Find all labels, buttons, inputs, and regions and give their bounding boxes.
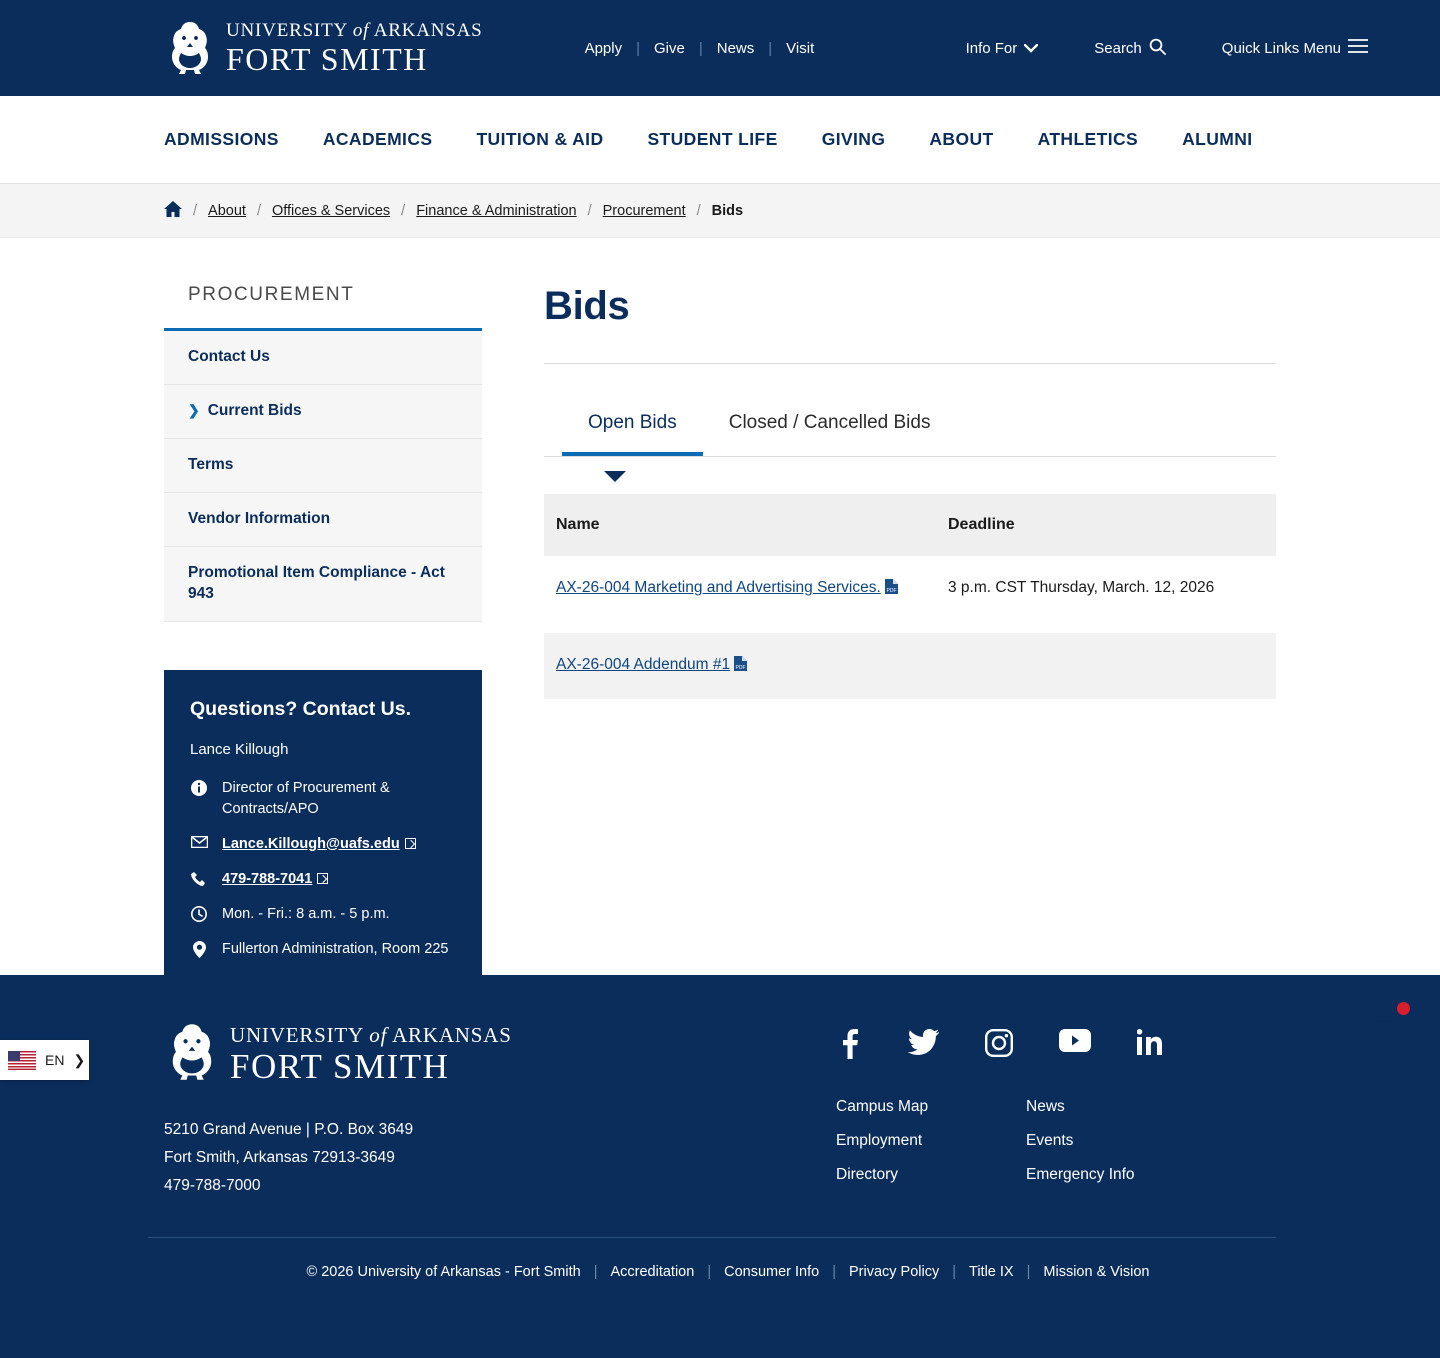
breadcrumb-item-about[interactable]: About — [208, 202, 246, 219]
top-link-divider: | — [636, 39, 640, 57]
info-for-dropdown[interactable] — [938, 40, 1067, 57]
social-links — [824, 1029, 1292, 1064]
footer-address-line-2: Fort Smith, Arkansas 72913-3649 — [164, 1149, 395, 1167]
legal-separator: | — [832, 1263, 836, 1280]
footer-logo-line2: FORT SMITH — [230, 1047, 450, 1086]
top-link-apply[interactable]: Apply — [584, 39, 623, 57]
sidebar-item-label: Vendor Information — [188, 509, 331, 527]
tab-open-bids[interactable]: Open Bids — [562, 394, 703, 456]
legal-link-accreditation[interactable]: Accreditation — [610, 1263, 695, 1280]
contact-row-text: Fullerton Administration, Room 225 — [222, 940, 449, 957]
breadcrumb — [0, 184, 1440, 238]
sidebar-item-label: Promotional Item Compliance - Act 943 — [188, 563, 445, 602]
contact-row-location — [190, 939, 456, 960]
addendum-table — [544, 633, 1276, 698]
footer-link-news[interactable]: News — [1026, 1098, 1065, 1115]
clock-icon — [190, 904, 208, 922]
legal-link-mission-vision[interactable]: Mission & Vision — [1043, 1263, 1150, 1280]
nav-item-athletics[interactable]: ATHLETICS — [1037, 129, 1139, 149]
footer-link-campus-map[interactable]: Campus Map — [836, 1098, 929, 1115]
footer-link-emergency-info[interactable]: Emergency Info — [1026, 1166, 1135, 1183]
breadcrumb-item-offices-services[interactable]: Offices & Services — [271, 202, 391, 219]
breadcrumb-item-bids: Bids — [711, 202, 744, 219]
sidebar-item-current-bids[interactable] — [164, 385, 482, 439]
contact-row-title — [190, 778, 456, 820]
footer-link-events[interactable]: Events — [1026, 1132, 1074, 1149]
top-utilities — [938, 38, 1440, 59]
contact-row-phone — [190, 869, 456, 890]
contact-row-email — [190, 834, 456, 855]
footer-legal — [164, 1238, 1292, 1280]
breadcrumb-separator: / — [401, 202, 406, 219]
breadcrumb-separator: / — [587, 202, 592, 219]
sidebar — [164, 284, 482, 1008]
addendum-name-cell — [544, 633, 1276, 698]
main-navigation — [0, 96, 1440, 184]
copyright-text: © 2026 University of Arkansas - Fort Smith — [306, 1263, 581, 1280]
footer-column-1 — [836, 1098, 1026, 1184]
pdf-icon — [885, 578, 898, 601]
chevron-down-icon — [1024, 40, 1038, 57]
legal-link-title-ix[interactable]: Title IX — [969, 1263, 1014, 1280]
lion-logo-icon — [164, 1021, 220, 1088]
nav-item-academics[interactable]: ACADEMICS — [322, 129, 433, 149]
page-body — [0, 238, 1440, 1008]
logo-wordmark — [226, 21, 483, 75]
footer-address-line-1: 5210 Grand Avenue | P.O. Box 3649 — [164, 1121, 414, 1138]
legal-link-consumer-info[interactable]: Consumer Info — [724, 1263, 820, 1280]
footer-link-columns — [824, 1098, 1292, 1184]
nav-item-tuition-aid[interactable]: TUITION & AID — [476, 129, 604, 149]
bid-name-cell — [544, 556, 936, 621]
top-utility-bar — [0, 0, 1440, 96]
lion-logo-icon — [164, 19, 216, 77]
breadcrumb-separator: / — [696, 202, 701, 219]
contact-row-hours — [190, 904, 456, 925]
footer-left — [164, 1021, 824, 1201]
legal-separator: | — [952, 1263, 957, 1280]
table-expand-row — [544, 457, 1276, 482]
linkedin-icon[interactable] — [1137, 1029, 1163, 1064]
chat-button[interactable] — [1364, 1008, 1404, 1048]
sidebar-item-label: Current Bids — [207, 401, 302, 419]
top-link-divider: | — [698, 39, 703, 57]
svg-text:PDF: PDF — [886, 588, 897, 594]
youtube-icon[interactable] — [1059, 1029, 1091, 1064]
nav-item-about[interactable]: ABOUT — [929, 129, 994, 149]
language-selector[interactable] — [0, 1040, 89, 1080]
pdf-icon — [734, 655, 747, 678]
logo-line2: FORT SMITH — [226, 41, 428, 77]
footer-link-employment[interactable]: Employment — [836, 1132, 923, 1149]
bid-deadline-cell: 3 p.m. CST Thursday, March. 12, 2026 — [948, 579, 1215, 596]
table-row — [544, 556, 1276, 621]
sidebar-item-promotional-item-compliance[interactable] — [164, 547, 482, 622]
table-header-row — [544, 494, 1276, 556]
top-link-give[interactable]: Give — [654, 39, 685, 57]
top-links — [571, 40, 829, 57]
search-icon — [1149, 38, 1166, 59]
sidebar-item-terms[interactable] — [164, 439, 482, 493]
footer-logo-line1-post: ARKANSAS — [387, 1023, 512, 1047]
footer-column-2 — [1026, 1098, 1216, 1184]
footer-wordmark — [230, 1025, 512, 1084]
sidebar-item-contact-us[interactable] — [164, 331, 482, 385]
external-link-icon — [317, 873, 328, 884]
us-flag-icon — [8, 1051, 36, 1070]
logo-line1-post: ARKANSAS — [369, 20, 483, 41]
bids-tabs — [544, 394, 1276, 457]
sidebar-menu — [164, 331, 482, 622]
logo-line1-pre: UNIVERSITY — [226, 20, 353, 41]
footer-logo-of: of — [369, 1023, 388, 1047]
nav-item-alumni[interactable]: ALUMNI — [1182, 129, 1253, 149]
site-footer — [0, 975, 1440, 1358]
sidebar-item-vendor-information[interactable] — [164, 493, 482, 547]
footer-top — [164, 1021, 1292, 1201]
site-logo[interactable] — [164, 19, 483, 77]
footer-address — [164, 1116, 824, 1201]
top-link-divider: | — [768, 39, 773, 57]
quick-links-label: Quick Links Menu — [1221, 39, 1341, 57]
table-row — [544, 633, 1276, 698]
legal-separator: | — [707, 1263, 712, 1280]
contact-email-link[interactable]: Lance.Killough@uafs.edu — [222, 835, 400, 852]
hamburger-icon — [1348, 39, 1368, 57]
external-link-icon — [405, 838, 416, 849]
nav-item-student-life[interactable]: STUDENT LIFE — [647, 129, 778, 149]
page-title: Bids — [544, 284, 630, 328]
contact-row-text: Director of Procurement & Contracts/APO — [222, 779, 390, 817]
twitter-icon[interactable] — [908, 1029, 939, 1064]
chevron-right-icon: ❯ — [73, 1051, 86, 1068]
sidebar-item-label: Contact Us — [188, 348, 270, 365]
footer-phone: 479-788-7000 — [164, 1177, 261, 1195]
column-header-deadline: Deadline — [936, 494, 1276, 556]
home-icon[interactable] — [164, 201, 182, 221]
sidebar-title: PROCUREMENT — [164, 284, 482, 331]
main-content — [482, 284, 1276, 1008]
nav-item-giving[interactable]: GIVING — [821, 129, 886, 149]
envelope-icon — [190, 834, 208, 848]
sidebar-item-label: Terms — [188, 455, 234, 473]
breadcrumb-item-procurement[interactable]: Procurement — [602, 202, 686, 219]
contact-card-heading: Questions? Contact Us. — [190, 697, 412, 720]
search-label: Search — [1094, 39, 1142, 57]
top-link-visit[interactable]: Visit — [786, 39, 815, 57]
breadcrumb-separator: / — [256, 202, 261, 219]
search-button[interactable] — [1066, 38, 1194, 59]
contact-phone-link[interactable]: 479-788-7041 — [222, 870, 313, 887]
footer-link-directory[interactable]: Directory — [836, 1166, 899, 1183]
contact-email-wrap — [222, 834, 416, 855]
bid-document-link[interactable]: AX-26-004 Marketing and Advertising Services. — [556, 579, 881, 596]
svg-text:PDF: PDF — [735, 665, 746, 672]
map-pin-icon — [190, 939, 208, 958]
title-divider — [544, 363, 1276, 364]
info-icon — [190, 778, 208, 796]
contact-card — [164, 670, 482, 1008]
breadcrumb-separator: / — [193, 202, 198, 219]
chevron-down-icon[interactable] — [604, 471, 626, 482]
quick-links-menu-button[interactable] — [1194, 39, 1396, 57]
instagram-icon[interactable] — [985, 1029, 1013, 1064]
legal-separator: | — [593, 1263, 598, 1280]
language-label: EN — [45, 1052, 65, 1068]
footer-logo[interactable] — [164, 1021, 824, 1088]
breadcrumb-item-finance-administration[interactable]: Finance & Administration — [416, 202, 577, 219]
legal-separator: | — [1026, 1263, 1031, 1280]
contact-row-text: Mon. - Fri.: 8 a.m. - 5 p.m. — [222, 905, 390, 922]
column-header-name: Name — [544, 494, 936, 556]
chevron-right-icon: ❯ — [188, 401, 200, 418]
footer-right — [824, 1021, 1292, 1201]
contact-name: Lance Killough — [190, 740, 289, 758]
top-link-news[interactable]: News — [716, 39, 755, 57]
tab-closed-cancelled-bids[interactable]: Closed / Cancelled Bids — [728, 412, 931, 433]
phone-icon — [190, 869, 208, 887]
info-for-label: Info For — [965, 39, 1018, 57]
nav-item-admissions[interactable]: ADMISSIONS — [164, 129, 279, 149]
legal-link-privacy-policy[interactable]: Privacy Policy — [848, 1263, 940, 1280]
footer-logo-line1-pre: UNIVERSITY — [230, 1023, 370, 1047]
logo-of: of — [352, 20, 370, 41]
facebook-icon[interactable] — [836, 1029, 862, 1064]
addendum-document-link[interactable]: AX-26-004 Addendum #1 — [556, 656, 731, 674]
contact-phone-wrap — [222, 869, 328, 890]
open-bids-table — [544, 494, 1276, 621]
